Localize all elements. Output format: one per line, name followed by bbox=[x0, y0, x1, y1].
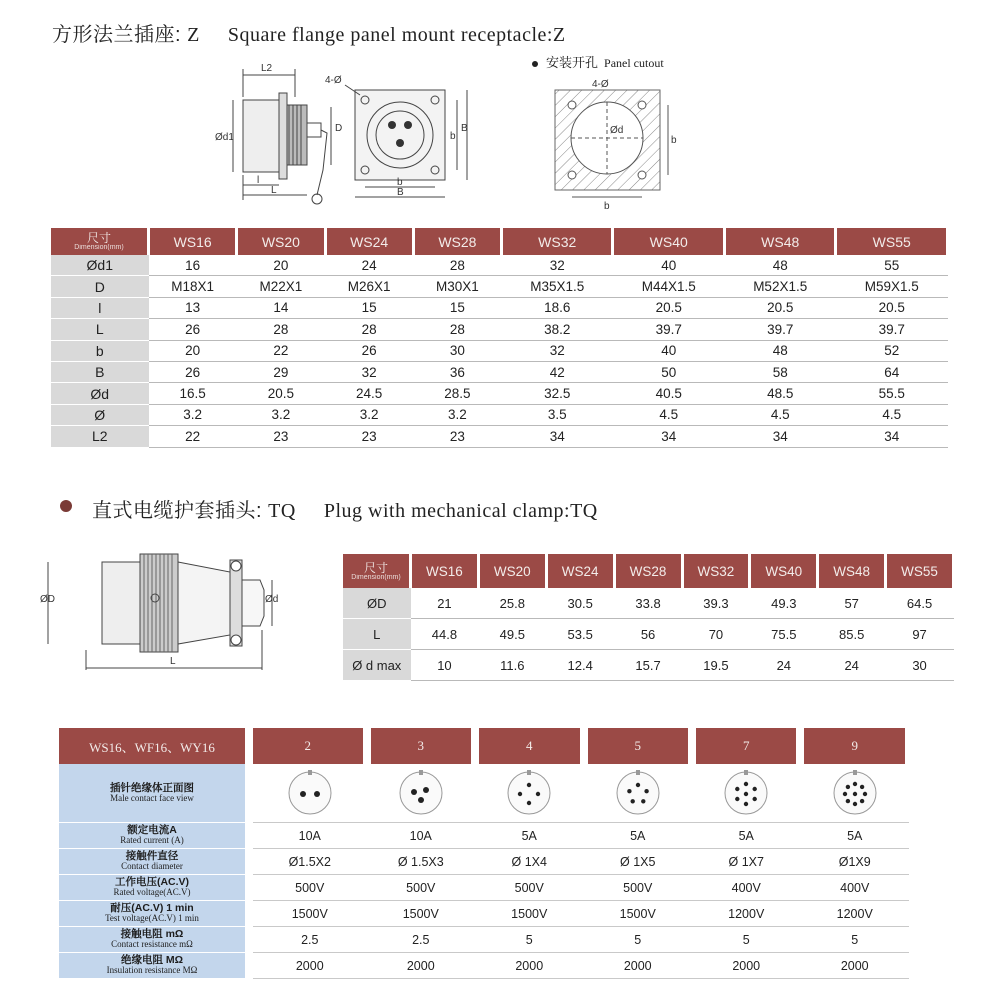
contact-pin bbox=[860, 799, 864, 803]
spec-label-en: Contact diameter bbox=[121, 861, 183, 872]
table-cell: M26X1 bbox=[325, 276, 413, 297]
table-cell: 15 bbox=[413, 297, 501, 318]
pin-count-header: 4 bbox=[475, 728, 583, 764]
table-cell: 57 bbox=[818, 588, 886, 619]
pin-count-header: 2 bbox=[249, 728, 367, 764]
table-cell: 5A bbox=[475, 823, 583, 849]
table-header-row bbox=[343, 554, 954, 588]
contact-pin bbox=[630, 799, 634, 803]
table-cell: 10 bbox=[411, 650, 479, 681]
table-cell: 33.8 bbox=[614, 588, 682, 619]
column-header: WS28 bbox=[614, 554, 682, 588]
table-cell: 2.5 bbox=[367, 927, 475, 953]
label-B-side: B bbox=[461, 123, 468, 134]
table-cell: 85.5 bbox=[818, 619, 886, 650]
row-label: Ø bbox=[51, 404, 149, 425]
table-cell: 34 bbox=[724, 426, 835, 447]
table-cell: 16.5 bbox=[149, 383, 237, 404]
contact-pin bbox=[735, 787, 739, 791]
cutout-d-label: Ød bbox=[610, 125, 624, 136]
spec-label bbox=[59, 927, 249, 953]
table-cell: 1500V bbox=[367, 901, 475, 927]
table-cell: Ø 1X5 bbox=[584, 849, 692, 875]
table-row bbox=[51, 426, 948, 447]
label-L: L bbox=[271, 185, 277, 196]
contact-face-icon bbox=[831, 769, 879, 817]
section1-title bbox=[52, 18, 566, 47]
section2-title bbox=[92, 494, 598, 523]
row-label: L bbox=[343, 619, 411, 650]
face-view-cell bbox=[692, 764, 800, 823]
column-header: WS48 bbox=[724, 228, 835, 255]
row-label: L bbox=[51, 319, 149, 340]
row-label: L2 bbox=[51, 426, 149, 447]
spec-label bbox=[59, 953, 249, 979]
table-cell: 48 bbox=[724, 340, 835, 361]
table-cell: 11.6 bbox=[478, 650, 546, 681]
row-label: l bbox=[51, 297, 149, 318]
table-cell: 18.6 bbox=[502, 297, 613, 318]
table-cell: 26 bbox=[149, 319, 237, 340]
table-cell: 25.8 bbox=[478, 588, 546, 619]
table-cell: 32 bbox=[502, 255, 613, 276]
table-cell: M52X1.5 bbox=[724, 276, 835, 297]
table-cell: 58 bbox=[724, 361, 835, 382]
table-cell: 2000 bbox=[800, 953, 909, 979]
column-header: WS40 bbox=[750, 554, 818, 588]
contact-pin bbox=[314, 791, 320, 797]
column-header: WS24 bbox=[325, 228, 413, 255]
face-view-row bbox=[59, 764, 909, 823]
table-cell: 1500V bbox=[475, 901, 583, 927]
dimension-header-zh: 尺寸 bbox=[86, 231, 111, 245]
column-header: WS20 bbox=[478, 554, 546, 588]
label-holes: 4-Ø bbox=[325, 75, 342, 86]
contact-pin bbox=[300, 791, 306, 797]
table-cell: 38.2 bbox=[502, 319, 613, 340]
table-cell: 39.3 bbox=[682, 588, 750, 619]
table-cell: 500V bbox=[367, 875, 475, 901]
table-row bbox=[51, 276, 948, 297]
table-cell: Ø1.5X2 bbox=[249, 849, 367, 875]
contact-pin bbox=[418, 797, 424, 803]
plug-drawing bbox=[40, 540, 340, 675]
table-cell: 40.5 bbox=[613, 383, 724, 404]
table-cell: M18X1 bbox=[149, 276, 237, 297]
table-cell: 20 bbox=[149, 340, 237, 361]
table-cell: 44.8 bbox=[411, 619, 479, 650]
table-cell: 39.7 bbox=[724, 319, 835, 340]
spec-label bbox=[59, 875, 249, 901]
contact-pin bbox=[753, 797, 757, 801]
table-cell: 5A bbox=[800, 823, 909, 849]
table-cell: 40 bbox=[613, 340, 724, 361]
row-label: Ød bbox=[51, 383, 149, 404]
table-header-row bbox=[59, 728, 909, 764]
table-cell: 34 bbox=[502, 426, 613, 447]
contact-pin bbox=[536, 792, 540, 796]
table-cell: 400V bbox=[800, 875, 909, 901]
label-D: D bbox=[335, 123, 343, 134]
cutout-label-en: Panel cutout bbox=[604, 56, 664, 70]
table-cell: 28 bbox=[413, 255, 501, 276]
column-header: WS16 bbox=[411, 554, 479, 588]
table-cell: 3.2 bbox=[325, 404, 413, 425]
table-cell: 32.5 bbox=[502, 383, 613, 404]
table-cell: 23 bbox=[413, 426, 501, 447]
table-row bbox=[343, 588, 954, 619]
table-row bbox=[51, 340, 948, 361]
table-cell: 64.5 bbox=[886, 588, 954, 619]
table-cell: 40 bbox=[613, 255, 724, 276]
spec-label-zh: 绝缘电阻 MΩ bbox=[120, 954, 184, 967]
label-l: l bbox=[257, 175, 260, 186]
table-cell: 1500V bbox=[584, 901, 692, 927]
table-cell: 70 bbox=[682, 619, 750, 650]
series-header: WS16、WF16、WY16 bbox=[59, 728, 249, 764]
contact-pin bbox=[527, 801, 531, 805]
face-view-label-zh: 插针绝缘体正面图 bbox=[110, 781, 194, 794]
table-cell: 23 bbox=[325, 426, 413, 447]
table-cell: 5 bbox=[800, 927, 909, 953]
table-row bbox=[51, 319, 948, 340]
spec-label-zh: 额定电流A bbox=[127, 824, 177, 837]
table-cell: 5 bbox=[475, 927, 583, 953]
table-cell: 10A bbox=[367, 823, 475, 849]
label-d1: Ød1 bbox=[215, 132, 234, 143]
column-header: WS55 bbox=[886, 554, 954, 588]
cutout-b-side-label: b bbox=[671, 135, 677, 146]
table-cell: Ø 1X7 bbox=[692, 849, 800, 875]
table-cell: Ø1X9 bbox=[800, 849, 909, 875]
contact-pin bbox=[843, 792, 847, 796]
table-cell: 14 bbox=[237, 297, 325, 318]
row-label: Ød1 bbox=[51, 255, 149, 276]
column-header: WS32 bbox=[502, 228, 613, 255]
spec-label-zh: 工作电压(AC.V) bbox=[114, 876, 190, 889]
contact-pin bbox=[845, 785, 849, 789]
contact-face-icon bbox=[397, 769, 445, 817]
table-cell: 12.4 bbox=[546, 650, 614, 681]
table-cell: M44X1.5 bbox=[613, 276, 724, 297]
table-cell: Ø 1.5X3 bbox=[367, 849, 475, 875]
table-cell: 30 bbox=[413, 340, 501, 361]
table-cell: 3.5 bbox=[502, 404, 613, 425]
table-cell: 2000 bbox=[367, 953, 475, 979]
contact-face-icon bbox=[614, 769, 662, 817]
table-row bbox=[59, 901, 909, 927]
table-cell: 48.5 bbox=[724, 383, 835, 404]
section1-title-en: Square flange panel mount receptacle:Z bbox=[227, 24, 566, 46]
table-cell: 42 bbox=[502, 361, 613, 382]
face-view-cell bbox=[367, 764, 475, 823]
spec-label-en: Contact resistance mΩ bbox=[111, 939, 193, 950]
table-cell: 28.5 bbox=[413, 383, 501, 404]
table-cell: 5A bbox=[584, 823, 692, 849]
column-header: WS20 bbox=[237, 228, 325, 255]
table-cell: 28 bbox=[325, 319, 413, 340]
row-label: b bbox=[51, 340, 149, 361]
face-view-cell bbox=[584, 764, 692, 823]
spec-label bbox=[59, 901, 249, 927]
column-header: WS16 bbox=[149, 228, 237, 255]
panel-cutout-label bbox=[532, 52, 664, 71]
table-row bbox=[59, 953, 909, 979]
label-L2: L2 bbox=[261, 63, 273, 74]
contact-pin bbox=[518, 792, 522, 796]
plug-dimension-table bbox=[343, 554, 955, 681]
contact-pin bbox=[863, 792, 867, 796]
spec-label-en: Rated voltage(AC.V) bbox=[113, 887, 191, 898]
table-cell: 2.5 bbox=[249, 927, 367, 953]
table-row bbox=[51, 297, 948, 318]
table-row bbox=[343, 619, 954, 650]
bullet-icon bbox=[532, 61, 538, 67]
contact-pin bbox=[853, 782, 857, 786]
table-cell: 28 bbox=[237, 319, 325, 340]
table-cell: 55.5 bbox=[836, 383, 948, 404]
section1-title-code: Z bbox=[187, 24, 200, 46]
cutout-holes-label: 4-Ø bbox=[592, 79, 609, 90]
table-row bbox=[59, 823, 909, 849]
table-cell: 24 bbox=[750, 650, 818, 681]
table-cell: 26 bbox=[149, 361, 237, 382]
plug-D-label: ØD bbox=[40, 594, 55, 605]
table-cell: 5 bbox=[584, 927, 692, 953]
table-cell: 24.5 bbox=[325, 383, 413, 404]
contact-pin bbox=[860, 785, 864, 789]
table-cell: 4.5 bbox=[724, 404, 835, 425]
table-cell: 4.5 bbox=[613, 404, 724, 425]
label-b-side: b bbox=[450, 131, 456, 142]
contact-pin bbox=[853, 792, 857, 796]
table-cell: 24 bbox=[818, 650, 886, 681]
column-header: WS48 bbox=[818, 554, 886, 588]
table-cell: 34 bbox=[613, 426, 724, 447]
contact-pin bbox=[744, 782, 748, 786]
table-cell: 2000 bbox=[584, 953, 692, 979]
contact-face-icon bbox=[722, 769, 770, 817]
table-cell: 29 bbox=[237, 361, 325, 382]
face-view-cell bbox=[249, 764, 367, 823]
table-row bbox=[51, 383, 948, 404]
table-cell: 75.5 bbox=[750, 619, 818, 650]
spec-label-en: Test voltage(AC.V) 1 min bbox=[105, 913, 199, 924]
table-cell: 5A bbox=[692, 823, 800, 849]
contact-pin bbox=[641, 799, 645, 803]
table-cell: 15.7 bbox=[614, 650, 682, 681]
table-cell: 13 bbox=[149, 297, 237, 318]
table-cell: 20.5 bbox=[613, 297, 724, 318]
contact-pin bbox=[423, 787, 429, 793]
table-cell: 32 bbox=[502, 340, 613, 361]
section2-title-code: TQ bbox=[268, 500, 296, 522]
table-cell: 19.5 bbox=[682, 650, 750, 681]
table-cell: M59X1.5 bbox=[836, 276, 948, 297]
dimension-header bbox=[51, 228, 149, 255]
table-cell: 30 bbox=[886, 650, 954, 681]
dimension-header-en: Dimension(mm) bbox=[74, 244, 124, 251]
label-b: b bbox=[397, 177, 403, 188]
table-cell: 34 bbox=[836, 426, 948, 447]
table-row bbox=[51, 404, 948, 425]
table-cell: 49.5 bbox=[478, 619, 546, 650]
table-cell: 64 bbox=[836, 361, 948, 382]
contact-pin bbox=[527, 783, 531, 787]
contact-face-icon bbox=[505, 769, 553, 817]
table-cell: 20 bbox=[237, 255, 325, 276]
table-cell: 1200V bbox=[692, 901, 800, 927]
table-cell: M30X1 bbox=[413, 276, 501, 297]
table-cell: 22 bbox=[149, 426, 237, 447]
contact-pin bbox=[411, 789, 417, 795]
contact-pin bbox=[753, 787, 757, 791]
table-cell: 24 bbox=[325, 255, 413, 276]
column-header: WS55 bbox=[836, 228, 948, 255]
table-cell: 32 bbox=[325, 361, 413, 382]
contact-pin bbox=[636, 783, 640, 787]
table-cell: 20.5 bbox=[836, 297, 948, 318]
table-cell: 1500V bbox=[249, 901, 367, 927]
column-header: WS32 bbox=[682, 554, 750, 588]
pin-count-header: 7 bbox=[692, 728, 800, 764]
contact-face-icon bbox=[286, 769, 334, 817]
table-cell: 15 bbox=[325, 297, 413, 318]
table-cell: 1200V bbox=[800, 901, 909, 927]
column-header: WS40 bbox=[613, 228, 724, 255]
table-cell: Ø 1X4 bbox=[475, 849, 583, 875]
table-cell: 10A bbox=[249, 823, 367, 849]
column-header: WS24 bbox=[546, 554, 614, 588]
table-cell: 20.5 bbox=[237, 383, 325, 404]
contact-pin bbox=[744, 802, 748, 806]
table-cell: 50 bbox=[613, 361, 724, 382]
table-cell: 2000 bbox=[249, 953, 367, 979]
table-cell: 500V bbox=[584, 875, 692, 901]
section2-title-zh: 直式电缆护套插头: bbox=[92, 500, 263, 522]
section2-title-en: Plug with mechanical clamp:TQ bbox=[323, 500, 598, 522]
dimension-header-en: Dimension(mm) bbox=[351, 573, 401, 581]
table-cell: 53.5 bbox=[546, 619, 614, 650]
table-row bbox=[51, 361, 948, 382]
table-cell: 23 bbox=[237, 426, 325, 447]
table-cell: 39.7 bbox=[613, 319, 724, 340]
table-cell: 52 bbox=[836, 340, 948, 361]
contact-pin bbox=[627, 789, 631, 793]
panel-cutout-drawing bbox=[540, 75, 700, 215]
receptacle-drawing bbox=[205, 55, 485, 215]
contact-pin bbox=[735, 797, 739, 801]
table-header-row bbox=[51, 228, 948, 255]
face-view-label-en: Male contact face view bbox=[110, 792, 194, 803]
table-cell: 22 bbox=[237, 340, 325, 361]
table-cell: 55 bbox=[836, 255, 948, 276]
row-label: ØD bbox=[343, 588, 411, 619]
table-cell: 4.5 bbox=[836, 404, 948, 425]
table-cell: 97 bbox=[886, 619, 954, 650]
table-cell: 2000 bbox=[475, 953, 583, 979]
table-cell: 400V bbox=[692, 875, 800, 901]
table-cell: 5 bbox=[692, 927, 800, 953]
table-cell: 26 bbox=[325, 340, 413, 361]
table-cell: M22X1 bbox=[237, 276, 325, 297]
spec-label-zh: 接触件直径 bbox=[125, 850, 179, 863]
label-B: B bbox=[397, 187, 404, 198]
pin-count-header: 3 bbox=[367, 728, 475, 764]
contact-spec-table bbox=[59, 728, 913, 979]
spec-label-en: Rated current (A) bbox=[120, 835, 184, 846]
contact-pin bbox=[644, 789, 648, 793]
pin-count-header: 5 bbox=[584, 728, 692, 764]
contact-pin bbox=[845, 799, 849, 803]
table-cell: 3.2 bbox=[237, 404, 325, 425]
table-cell: M35X1.5 bbox=[502, 276, 613, 297]
row-label: B bbox=[51, 361, 149, 382]
table-cell: 20.5 bbox=[724, 297, 835, 318]
face-view-cell bbox=[800, 764, 909, 823]
table-cell: 28 bbox=[413, 319, 501, 340]
dimension-header-zh: 尺寸 bbox=[363, 560, 388, 575]
table-cell: 2000 bbox=[692, 953, 800, 979]
table-cell: 500V bbox=[249, 875, 367, 901]
cutout-label-zh: 安装开孔 bbox=[546, 55, 599, 70]
face-view-cell bbox=[475, 764, 583, 823]
table-row bbox=[59, 875, 909, 901]
bullet-icon bbox=[60, 500, 72, 512]
table-cell: 21 bbox=[411, 588, 479, 619]
plug-L-label: L bbox=[170, 656, 176, 667]
plug-d-label: Ød bbox=[265, 594, 279, 605]
table-row bbox=[59, 927, 909, 953]
contact-pin bbox=[853, 802, 857, 806]
spec-label-zh: 耐压(AC.V) 1 min bbox=[110, 902, 194, 915]
spec-label bbox=[59, 849, 249, 875]
spec-label-en: Insulation resistance MΩ bbox=[106, 965, 198, 976]
row-label: Ø d max bbox=[343, 650, 411, 681]
table-cell: 49.3 bbox=[750, 588, 818, 619]
table-row bbox=[59, 849, 909, 875]
pin-count-header: 9 bbox=[800, 728, 909, 764]
contact-pin bbox=[744, 792, 748, 796]
table-cell: 56 bbox=[614, 619, 682, 650]
table-cell: 30.5 bbox=[546, 588, 614, 619]
table-row bbox=[343, 650, 954, 681]
spec-label bbox=[59, 823, 249, 849]
table-cell: 3.2 bbox=[149, 404, 237, 425]
column-header: WS28 bbox=[413, 228, 501, 255]
dimension-header bbox=[343, 554, 411, 588]
table-cell: 500V bbox=[475, 875, 583, 901]
table-cell: 3.2 bbox=[413, 404, 501, 425]
table-cell: 16 bbox=[149, 255, 237, 276]
spec-label-zh: 接触电阻 mΩ bbox=[120, 928, 184, 941]
cutout-b-label: b bbox=[604, 201, 610, 212]
row-label: D bbox=[51, 276, 149, 297]
face-view-label bbox=[59, 764, 249, 823]
receptacle-dimension-table bbox=[51, 228, 949, 448]
table-cell: 39.7 bbox=[836, 319, 948, 340]
section1-title-zh: 方形法兰插座: bbox=[52, 24, 182, 46]
table-row bbox=[51, 255, 948, 276]
table-cell: 36 bbox=[413, 361, 501, 382]
table-cell: 48 bbox=[724, 255, 835, 276]
